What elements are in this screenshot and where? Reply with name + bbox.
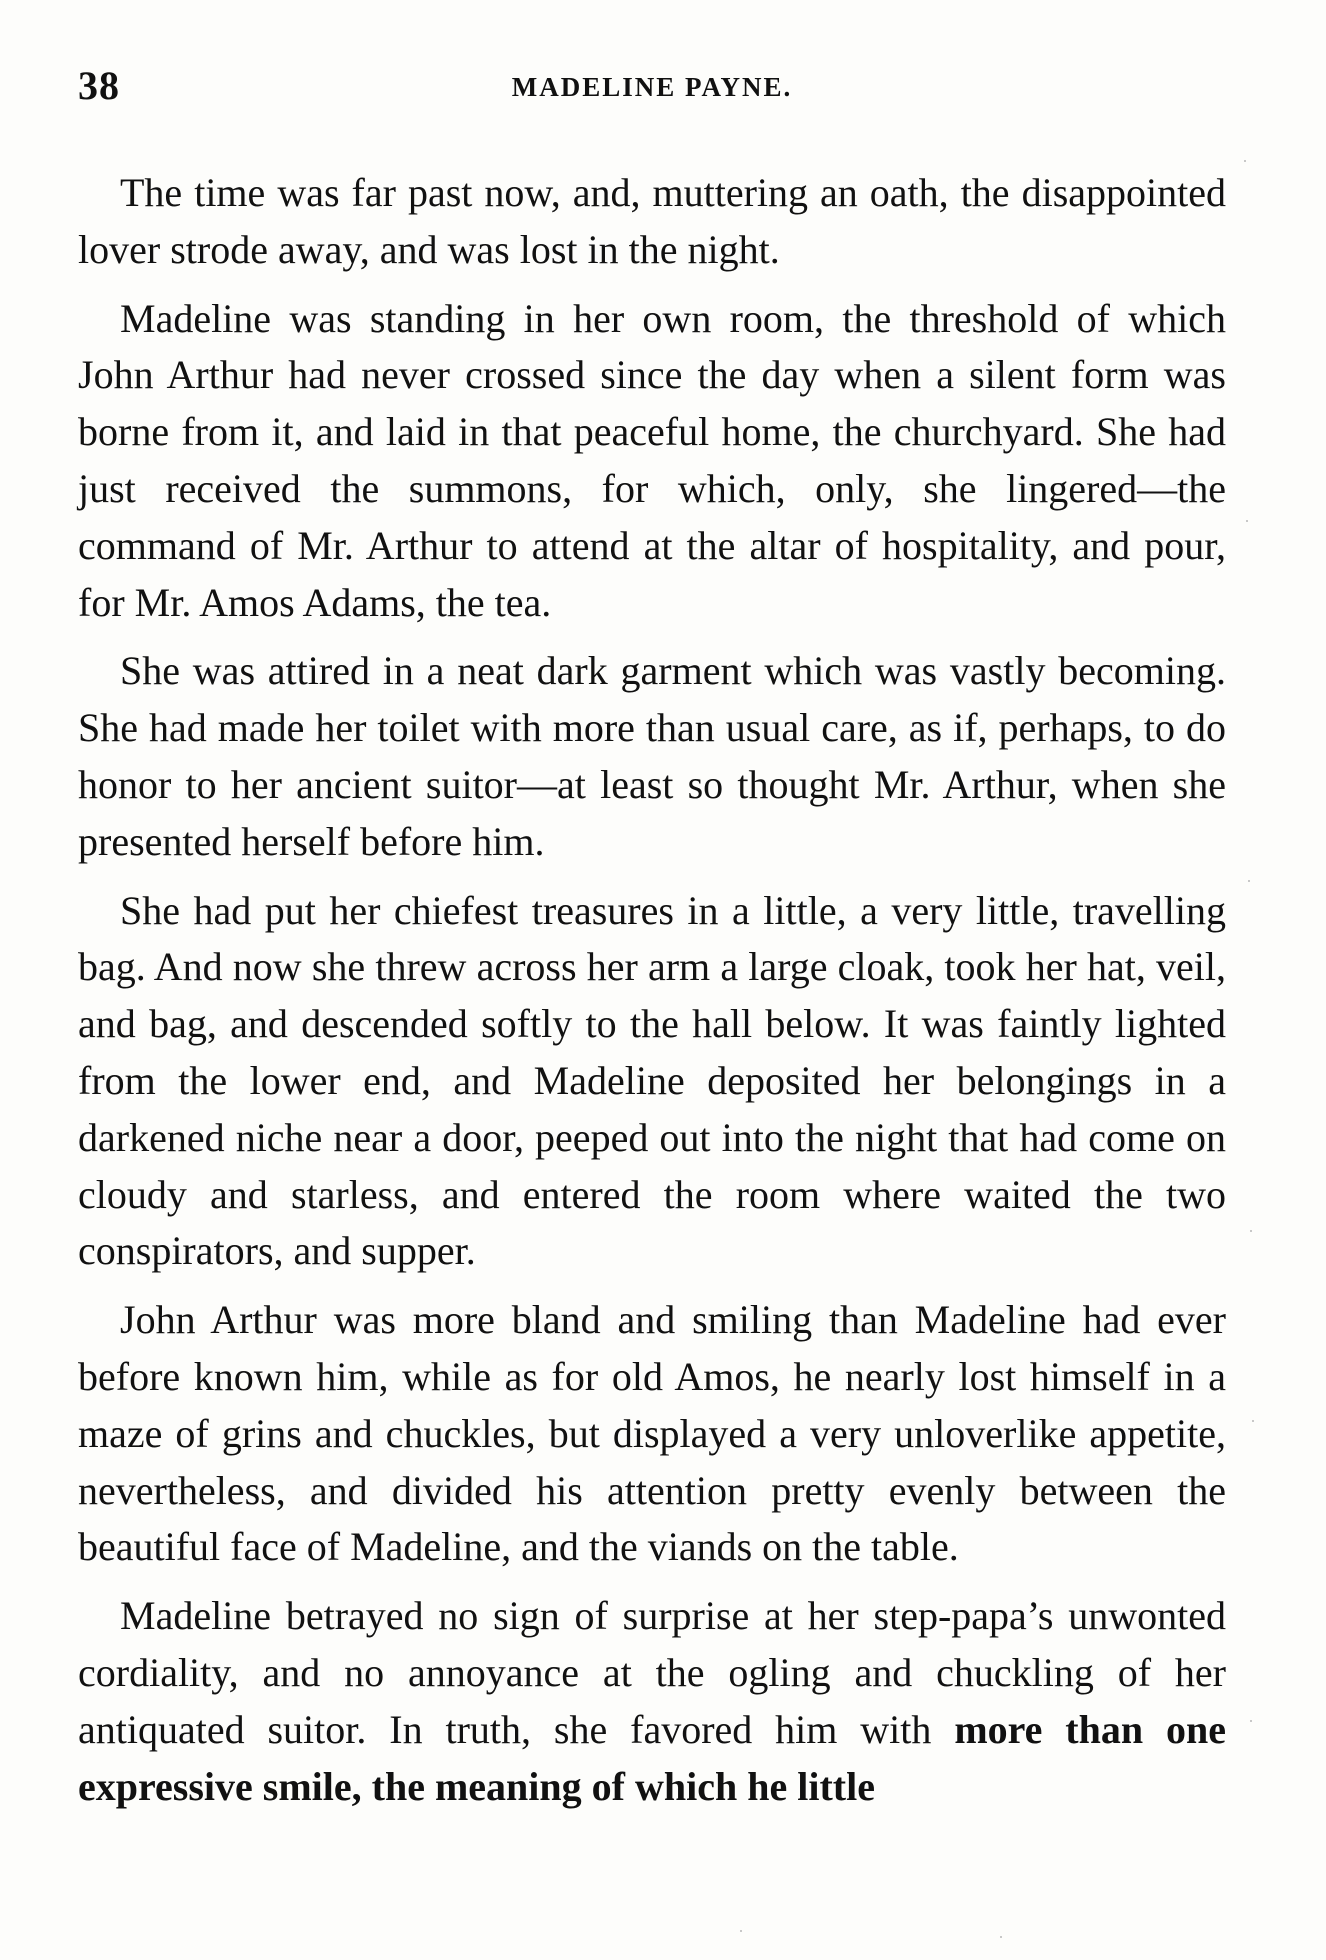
paragraph-6: [78, 1588, 1226, 1815]
print-speck: [1246, 520, 1248, 522]
body-text: [78, 165, 1226, 1815]
paragraph-4: She had put her chiefest treasures in a little, a very little, travelling bag. And now she threw across her arm a large cloak, took her hat, veil, and bag, and descended softly to the hall below. It was faintly lighted from the lower end, and Madeline deposited her belongings in a darkened niche near a door, peeped out into the night that had come on cloudy and starless, and entered the room where waited the two conspirators, and supper.: [78, 887, 1226, 1274]
paragraph-2: Madeline was standing in her own room, the threshold of which John Arthur had never crossed since the day when a silent form was borne from it, and laid in that peaceful home, the churchyard. She had just received the summons, for which, only, she lingered—the command of Mr. Arthur to attend at the altar of hospitality, and pour, for Mr. Amos Adams, the tea.: [78, 295, 1226, 625]
running-title: MADELINE PAYNE.: [511, 72, 793, 102]
print-speck: [740, 1930, 742, 1932]
paragraph-6-text: Madeline betrayed no sign of surprise at her step-papa’s unwonted cordiality, and no annoyance at the ogling and chuckling of her antiquated suitor. In truth, she favored him with: [78, 1593, 1226, 1752]
print-speck: [1250, 1720, 1252, 1722]
paragraph-3: She was attired in a neat dark garment which was vastly becoming. She had made her toilet with more than usual care, as if, perhaps, to do honor to her ancient suitor—at least so thought Mr. Arthur, when she presented herself before him.: [78, 648, 1226, 864]
paragraph-6-final-line: more than one expressive smile, the meaning of which he little: [78, 1706, 1227, 1809]
page-number: 38: [78, 63, 120, 108]
print-speck: [1252, 1420, 1254, 1422]
page-header: [78, 62, 1226, 122]
print-speck: [1000, 1936, 1002, 1938]
print-speck: [1244, 160, 1246, 162]
paragraph-1: The time was far past now, and, muttering an oath, the disappointed lover strode away, and was lost in the night.: [78, 170, 1226, 272]
print-speck: [1248, 880, 1250, 882]
paragraph-5: John Arthur was more bland and smiling than Madeline had ever before known him, while as for old Amos, he nearly lost himself in a maze of grins and chuckles, but displayed a very unloverlike appetite, nevertheless, and divided his attention pretty evenly between the beautiful face of Madeline, and the viands on the table.: [78, 1297, 1226, 1570]
print-speck: [1250, 1230, 1252, 1232]
